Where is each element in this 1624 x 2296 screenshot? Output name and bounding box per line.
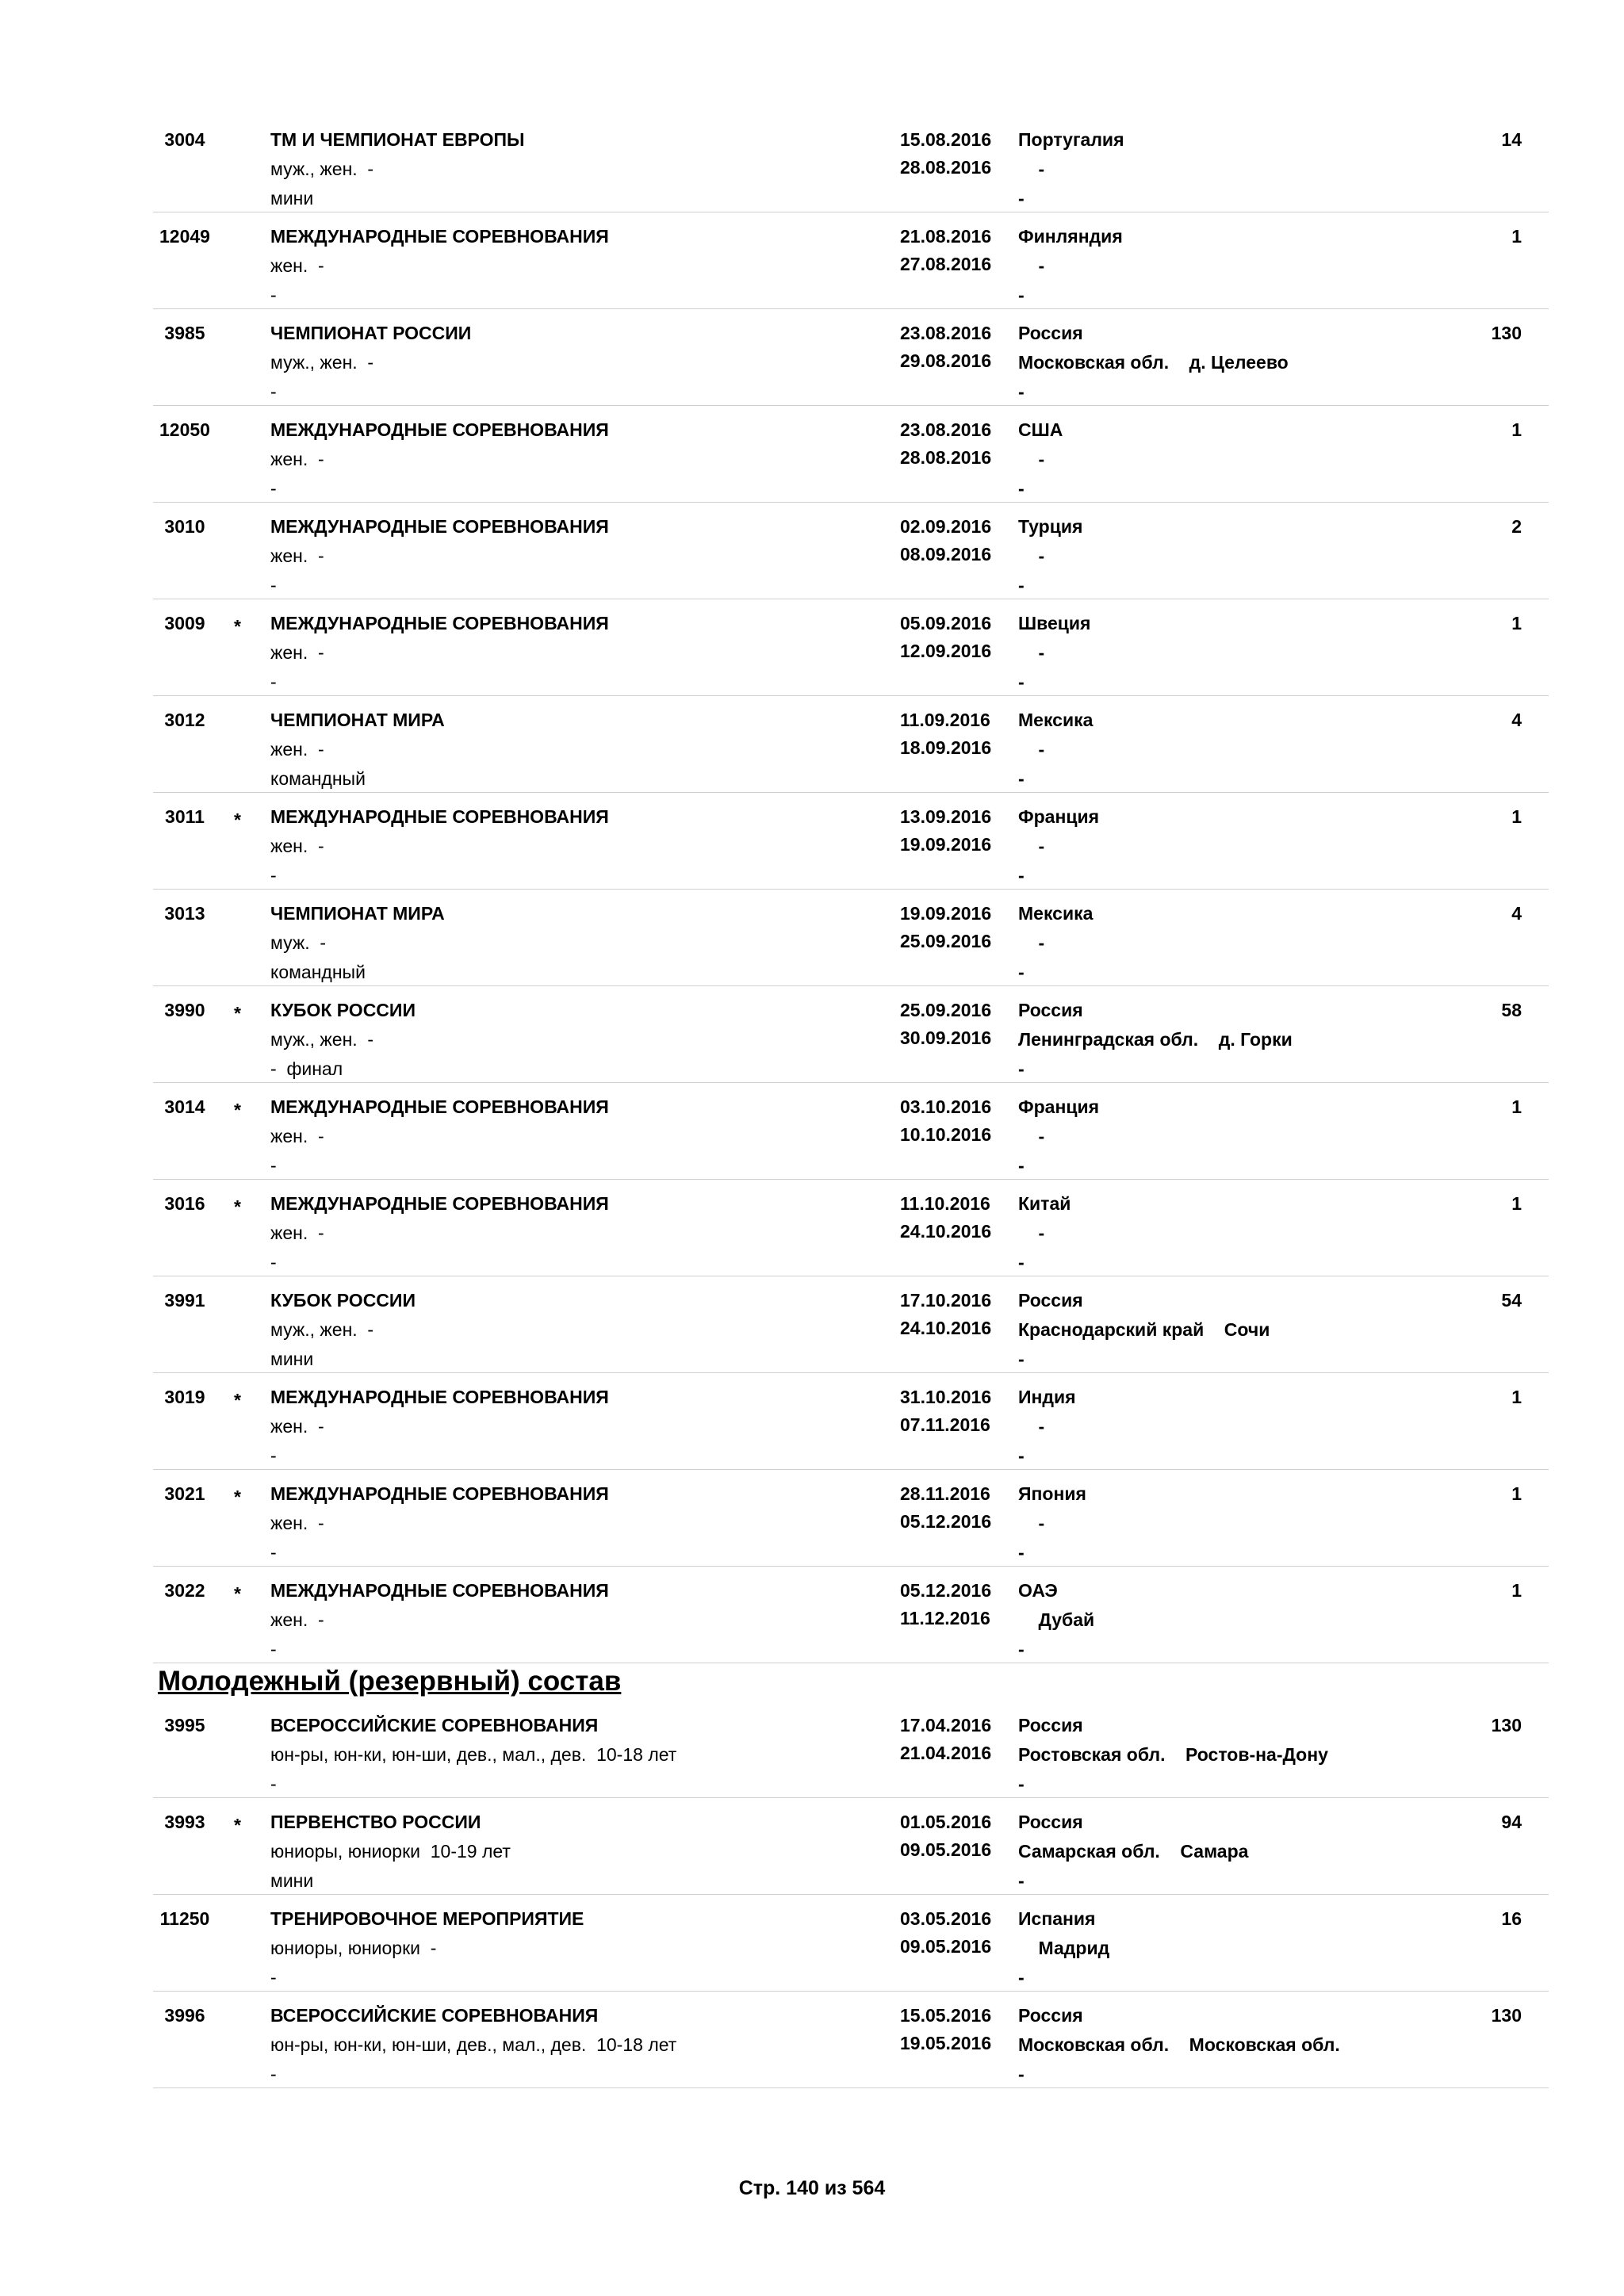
star-mark: * xyxy=(234,1583,241,1604)
event-extra: - xyxy=(1018,1058,1025,1079)
event-id: 3022 xyxy=(164,1580,205,1601)
date-end: 07.11.2016 xyxy=(900,1414,990,1435)
participant-count: 14 xyxy=(1501,129,1522,150)
event-extra: - xyxy=(1018,188,1025,209)
event-extra: - xyxy=(1018,575,1025,595)
event-type: - xyxy=(270,381,277,402)
event-place: Ленинградская обл. д. Горки xyxy=(1018,1029,1293,1050)
event-category: муж., жен. - xyxy=(270,1319,374,1340)
event-category: муж., жен. - xyxy=(270,159,374,179)
event-place: Краснодарский край Сочи xyxy=(1018,1319,1270,1340)
date-end: 21.04.2016 xyxy=(900,1743,992,1763)
event-type: - xyxy=(270,575,277,595)
event-type: - xyxy=(270,1967,277,1988)
event-type: командный xyxy=(270,962,366,982)
event-title: ЧЕМПИОНАТ МИРА xyxy=(270,903,445,924)
date-start: 23.08.2016 xyxy=(900,323,992,343)
date-start: 02.09.2016 xyxy=(900,516,992,537)
event-title: МЕЖДУНАРОДНЫЕ СОРЕВНОВАНИЯ xyxy=(270,1580,609,1601)
event-row xyxy=(153,1992,1549,2088)
participant-count: 54 xyxy=(1501,1290,1522,1311)
event-title: МЕЖДУНАРОДНЫЕ СОРЕВНОВАНИЯ xyxy=(270,516,609,537)
page-footer: Стр. 140 из 564 xyxy=(738,2177,886,2199)
event-place: - xyxy=(1018,545,1045,566)
participant-count: 1 xyxy=(1511,226,1522,247)
event-country: Россия xyxy=(1018,2005,1083,2026)
event-country: ОАЭ xyxy=(1018,1580,1058,1601)
event-country: Швеция xyxy=(1018,613,1091,633)
event-id: 12049 xyxy=(159,226,210,247)
event-extra: - xyxy=(1018,1774,1025,1794)
participant-count: 1 xyxy=(1511,613,1522,633)
date-end: 08.09.2016 xyxy=(900,544,992,564)
event-id: 3021 xyxy=(164,1483,205,1504)
participant-count: 1 xyxy=(1511,1483,1522,1504)
event-category: юн-ры, юн-ки, юн-ши, дев., мал., дев. 10-18 лет xyxy=(270,2034,677,2055)
event-id: 3990 xyxy=(164,1000,205,1020)
event-country: Франция xyxy=(1018,1096,1100,1117)
event-type: - xyxy=(270,1774,277,1794)
event-type: - xyxy=(270,1542,277,1563)
event-id: 3011 xyxy=(165,806,205,827)
star-mark: * xyxy=(234,1003,241,1024)
event-extra: - xyxy=(1018,1252,1025,1272)
event-category: жен. - xyxy=(270,642,324,663)
participant-count: 130 xyxy=(1491,2005,1522,2026)
event-place: - xyxy=(1018,642,1045,663)
event-id: 3010 xyxy=(164,516,205,537)
event-category: жен. - xyxy=(270,255,324,276)
date-start: 13.09.2016 xyxy=(900,806,992,827)
date-end: 19.05.2016 xyxy=(900,2033,992,2053)
event-country: Россия xyxy=(1018,1715,1083,1735)
event-title: КУБОК РОССИИ xyxy=(270,1000,416,1020)
event-extra: - xyxy=(1018,1155,1025,1176)
event-place: - xyxy=(1018,739,1045,760)
event-row xyxy=(153,696,1549,793)
date-end: 27.08.2016 xyxy=(900,254,992,274)
date-end: 09.05.2016 xyxy=(900,1839,992,1860)
event-row xyxy=(153,309,1549,406)
event-category: жен. - xyxy=(270,836,324,856)
event-country: Финляндия xyxy=(1018,226,1123,247)
event-id: 12050 xyxy=(159,419,210,440)
event-category: жен. - xyxy=(270,449,324,469)
event-type: - xyxy=(270,672,277,692)
event-country: Россия xyxy=(1018,323,1083,343)
date-start: 15.08.2016 xyxy=(900,129,992,150)
date-end: 10.10.2016 xyxy=(900,1124,992,1145)
event-id: 3016 xyxy=(164,1193,205,1214)
participant-count: 94 xyxy=(1501,1812,1522,1832)
event-id: 3013 xyxy=(164,903,205,924)
date-end: 29.08.2016 xyxy=(900,350,992,371)
event-place: - xyxy=(1018,932,1045,953)
event-row xyxy=(153,1470,1549,1567)
event-title: МЕЖДУНАРОДНЫЕ СОРЕВНОВАНИЯ xyxy=(270,806,609,827)
star-mark: * xyxy=(234,1100,241,1120)
event-id: 3004 xyxy=(164,129,205,150)
date-end: 12.09.2016 xyxy=(900,641,992,661)
section-heading: Молодежный (резервный) состав xyxy=(158,1666,622,1697)
event-type: - xyxy=(270,1445,277,1466)
event-row xyxy=(153,1373,1549,1470)
event-title: ЧЕМПИОНАТ МИРА xyxy=(270,710,445,730)
event-category: жен. - xyxy=(270,1513,324,1533)
date-end: 19.09.2016 xyxy=(900,834,992,855)
date-end: 28.08.2016 xyxy=(900,157,992,178)
event-extra: - xyxy=(1018,285,1025,305)
date-start: 03.05.2016 xyxy=(900,1908,992,1929)
event-category: муж., жен. - xyxy=(270,352,374,373)
star-mark: * xyxy=(234,1196,241,1217)
event-title: МЕЖДУНАРОДНЫЕ СОРЕВНОВАНИЯ xyxy=(270,226,609,247)
date-start: 01.05.2016 xyxy=(900,1812,992,1832)
event-place: Московская обл. Московская обл. xyxy=(1018,2034,1340,2055)
participant-count: 2 xyxy=(1511,516,1522,537)
event-place: - xyxy=(1018,1416,1045,1437)
event-category: жен. - xyxy=(270,1223,324,1243)
event-category: юниоры, юниорки - xyxy=(270,1938,437,1958)
event-id: 3995 xyxy=(164,1715,205,1735)
event-country: Португалия xyxy=(1018,129,1124,150)
event-title: МЕЖДУНАРОДНЫЕ СОРЕВНОВАНИЯ xyxy=(270,1096,609,1117)
date-end: 30.09.2016 xyxy=(900,1027,992,1048)
event-extra: - xyxy=(1018,478,1025,499)
event-type: - xyxy=(270,478,277,499)
participant-count: 1 xyxy=(1511,1580,1522,1601)
event-row xyxy=(153,793,1549,890)
event-row xyxy=(153,599,1549,696)
event-place: - xyxy=(1018,1223,1045,1243)
participant-count: 1 xyxy=(1511,1096,1522,1117)
event-extra: - xyxy=(1018,865,1025,886)
event-row xyxy=(153,1276,1549,1373)
events-list-youth xyxy=(153,1701,1549,2088)
event-row xyxy=(153,1701,1549,1798)
event-country: Россия xyxy=(1018,1812,1083,1832)
event-country: Испания xyxy=(1018,1908,1096,1929)
date-start: 28.11.2016 xyxy=(900,1483,990,1504)
participant-count: 130 xyxy=(1491,1715,1522,1735)
event-type: - xyxy=(270,285,277,305)
date-start: 23.08.2016 xyxy=(900,419,992,440)
date-end: 24.10.2016 xyxy=(900,1318,992,1338)
star-mark: * xyxy=(234,1815,241,1835)
event-type: командный xyxy=(270,768,366,789)
date-start: 25.09.2016 xyxy=(900,1000,992,1020)
date-end: 28.08.2016 xyxy=(900,447,992,468)
participant-count: 16 xyxy=(1501,1908,1522,1929)
event-country: Турция xyxy=(1018,516,1083,537)
event-extra: - xyxy=(1018,1967,1025,1988)
event-place: Ростовская обл. Ростов-на-Дону xyxy=(1018,1744,1328,1765)
date-start: 17.04.2016 xyxy=(900,1715,992,1735)
event-row xyxy=(153,1798,1549,1895)
event-row xyxy=(153,406,1549,503)
event-id: 3014 xyxy=(164,1096,205,1117)
event-id: 3996 xyxy=(164,2005,205,2026)
participant-count: 4 xyxy=(1511,710,1522,730)
event-category: юн-ры, юн-ки, юн-ши, дев., мал., дев. 10-18 лет xyxy=(270,1744,677,1765)
event-category: жен. - xyxy=(270,545,324,566)
event-country: Индия xyxy=(1018,1387,1076,1407)
event-place: Дубай xyxy=(1018,1609,1095,1630)
date-end: 05.12.2016 xyxy=(900,1511,992,1532)
participant-count: 58 xyxy=(1501,1000,1522,1020)
event-place: - xyxy=(1018,1513,1045,1533)
event-category: жен. - xyxy=(270,739,324,760)
event-place: Самарская обл. Самара xyxy=(1018,1841,1249,1862)
participant-count: 1 xyxy=(1511,1387,1522,1407)
event-row xyxy=(153,890,1549,986)
event-country: Россия xyxy=(1018,1000,1083,1020)
event-id: 3009 xyxy=(164,613,205,633)
star-mark: * xyxy=(234,809,241,830)
event-extra: - xyxy=(1018,1445,1025,1466)
date-start: 21.08.2016 xyxy=(900,226,992,247)
event-place: - xyxy=(1018,159,1045,179)
event-id: 3991 xyxy=(164,1290,205,1311)
event-country: Япония xyxy=(1018,1483,1086,1504)
event-category: жен. - xyxy=(270,1126,324,1146)
event-category: жен. - xyxy=(270,1416,324,1437)
event-type: - xyxy=(270,1155,277,1176)
event-row xyxy=(153,1083,1549,1180)
event-title: КУБОК РОССИИ xyxy=(270,1290,416,1311)
event-title: ВСЕРОССИЙСКИЕ СОРЕВНОВАНИЯ xyxy=(270,1715,599,1735)
event-title: ТМ И ЧЕМПИОНАТ ЕВРОПЫ xyxy=(270,129,525,150)
event-country: Россия xyxy=(1018,1290,1083,1311)
event-country: Мексика xyxy=(1018,903,1094,924)
event-title: МЕЖДУНАРОДНЫЕ СОРЕВНОВАНИЯ xyxy=(270,613,609,633)
event-place: Мадрид xyxy=(1018,1938,1110,1958)
date-end: 18.09.2016 xyxy=(900,737,992,758)
event-extra: - xyxy=(1018,381,1025,402)
event-place: - xyxy=(1018,1126,1045,1146)
event-row xyxy=(153,503,1549,599)
event-type: мини xyxy=(270,188,314,209)
event-title: ТРЕНИРОВОЧНОЕ МЕРОПРИЯТИЕ xyxy=(270,1908,584,1929)
date-start: 11.10.2016 xyxy=(900,1193,990,1214)
event-title: ПЕРВЕНСТВО РОССИИ xyxy=(270,1812,481,1832)
event-row xyxy=(153,1895,1549,1992)
event-country: Мексика xyxy=(1018,710,1094,730)
event-type: мини xyxy=(270,1349,314,1369)
date-start: 03.10.2016 xyxy=(900,1096,992,1117)
event-id: 3012 xyxy=(164,710,205,730)
date-start: 05.09.2016 xyxy=(900,613,992,633)
event-extra: - xyxy=(1018,768,1025,789)
event-row xyxy=(153,116,1549,212)
event-id: 3019 xyxy=(164,1387,205,1407)
event-row xyxy=(153,1180,1549,1276)
event-type: - xyxy=(270,1639,277,1659)
event-country: США xyxy=(1018,419,1063,440)
event-id: 3985 xyxy=(164,323,205,343)
date-end: 09.05.2016 xyxy=(900,1936,992,1957)
date-start: 15.05.2016 xyxy=(900,2005,992,2026)
event-place: - xyxy=(1018,255,1045,276)
event-extra: - xyxy=(1018,2064,1025,2084)
event-extra: - xyxy=(1018,1870,1025,1891)
event-place: - xyxy=(1018,449,1045,469)
event-extra: - xyxy=(1018,672,1025,692)
events-list-main xyxy=(153,116,1549,1663)
date-end: 25.09.2016 xyxy=(900,931,992,951)
event-category: жен. - xyxy=(270,1609,324,1630)
event-country: Франция xyxy=(1018,806,1100,827)
event-row xyxy=(153,212,1549,309)
event-category: муж. - xyxy=(270,932,327,953)
participant-count: 130 xyxy=(1491,323,1522,343)
event-title: ЧЕМПИОНАТ РОССИИ xyxy=(270,323,472,343)
event-title: МЕЖДУНАРОДНЫЕ СОРЕВНОВАНИЯ xyxy=(270,1193,609,1214)
event-type: - xyxy=(270,2064,277,2084)
date-end: 24.10.2016 xyxy=(900,1221,992,1242)
event-type: - xyxy=(270,865,277,886)
event-place: Московская обл. д. Целеево xyxy=(1018,352,1289,373)
date-start: 17.10.2016 xyxy=(900,1290,992,1311)
event-title: МЕЖДУНАРОДНЫЕ СОРЕВНОВАНИЯ xyxy=(270,1387,609,1407)
event-row xyxy=(153,1567,1549,1663)
event-title: МЕЖДУНАРОДНЫЕ СОРЕВНОВАНИЯ xyxy=(270,419,609,440)
participant-count: 4 xyxy=(1511,903,1522,924)
event-place: - xyxy=(1018,836,1045,856)
event-type: - xyxy=(270,1252,277,1272)
participant-count: 1 xyxy=(1511,419,1522,440)
event-row xyxy=(153,986,1549,1083)
event-type: - финал xyxy=(270,1058,343,1079)
event-extra: - xyxy=(1018,1542,1025,1563)
participant-count: 1 xyxy=(1511,1193,1522,1214)
event-country: Китай xyxy=(1018,1193,1071,1214)
event-extra: - xyxy=(1018,962,1025,982)
event-title: ВСЕРОССИЙСКИЕ СОРЕВНОВАНИЯ xyxy=(270,2005,599,2026)
date-start: 05.12.2016 xyxy=(900,1580,992,1601)
date-start: 19.09.2016 xyxy=(900,903,992,924)
event-type: мини xyxy=(270,1870,314,1891)
date-start: 11.09.2016 xyxy=(900,710,990,730)
participant-count: 1 xyxy=(1511,806,1522,827)
event-category: юниоры, юниорки 10-19 лет xyxy=(270,1841,511,1862)
star-mark: * xyxy=(234,1390,241,1410)
star-mark: * xyxy=(234,1487,241,1507)
event-id: 11250 xyxy=(159,1908,210,1929)
date-start: 31.10.2016 xyxy=(900,1387,992,1407)
date-end: 11.12.2016 xyxy=(900,1608,990,1628)
star-mark: * xyxy=(234,616,241,637)
event-extra: - xyxy=(1018,1639,1025,1659)
event-id: 3993 xyxy=(164,1812,205,1832)
event-category: муж., жен. - xyxy=(270,1029,374,1050)
event-extra: - xyxy=(1018,1349,1025,1369)
event-title: МЕЖДУНАРОДНЫЕ СОРЕВНОВАНИЯ xyxy=(270,1483,609,1504)
